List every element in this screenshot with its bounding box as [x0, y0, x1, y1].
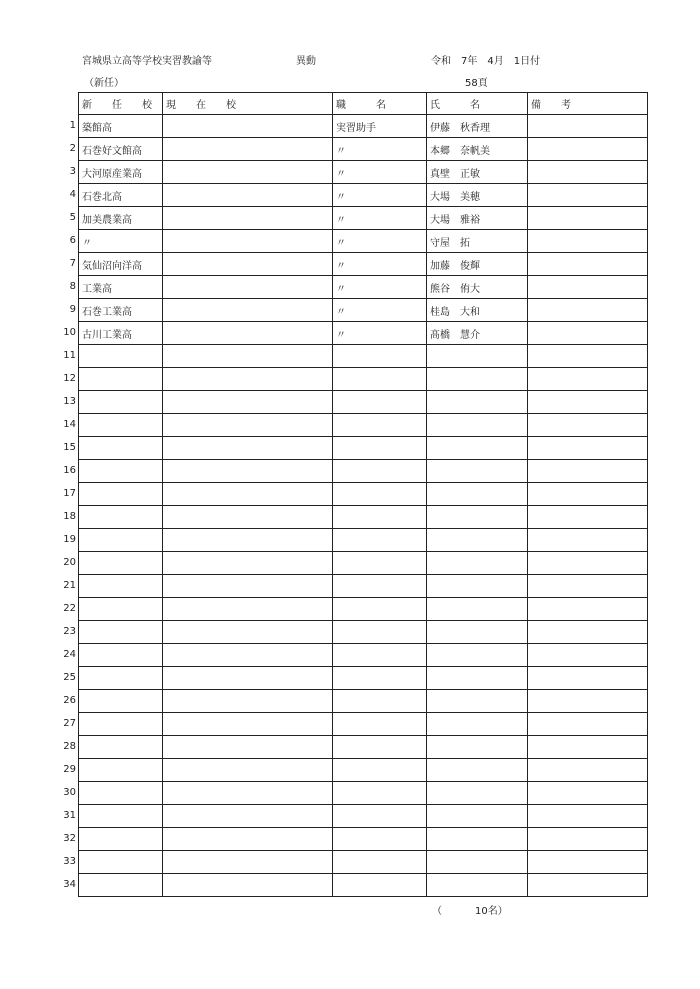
cell-note — [528, 506, 648, 529]
cell-note — [528, 851, 648, 874]
cell-current-school — [163, 851, 333, 874]
cell-name — [427, 437, 528, 460]
table-row — [79, 782, 648, 805]
cell-name — [427, 552, 528, 575]
row-number: 15 — [63, 442, 76, 453]
cell-current-school — [163, 529, 333, 552]
cell-note — [528, 161, 648, 184]
cell-current-school — [163, 598, 333, 621]
header-category: 異動 — [296, 56, 316, 67]
row-number: 11 — [63, 350, 76, 361]
cell-name — [427, 483, 528, 506]
cell-new-school — [79, 874, 163, 897]
cell-note — [528, 391, 648, 414]
cell-new-school — [79, 690, 163, 713]
cell-new-school — [79, 828, 163, 851]
cell-note — [528, 713, 648, 736]
row-number: 7 — [69, 258, 76, 269]
cell-new-school — [79, 667, 163, 690]
cell-current-school — [163, 230, 333, 253]
cell-name — [427, 598, 528, 621]
cell-current-school — [163, 575, 333, 598]
table-row — [79, 874, 648, 897]
cell-note — [528, 299, 648, 322]
cell-current-school — [163, 828, 333, 851]
table-row — [79, 437, 648, 460]
cell-note — [528, 598, 648, 621]
cell-current-school — [163, 322, 333, 345]
cell-note — [528, 276, 648, 299]
cell-name: 大場 美穂 — [427, 184, 528, 207]
cell-position — [333, 782, 427, 805]
cell-new-school — [79, 368, 163, 391]
table-row — [79, 690, 648, 713]
cell-name — [427, 759, 528, 782]
cell-position: 〃 — [333, 253, 427, 276]
cell-new-school — [79, 437, 163, 460]
cell-new-school: 石巻好文館高 — [79, 138, 163, 161]
footer-count: 10名） — [475, 906, 508, 917]
cell-position: 〃 — [333, 161, 427, 184]
row-number: 10 — [63, 327, 76, 338]
cell-new-school — [79, 621, 163, 644]
cell-note — [528, 414, 648, 437]
cell-note — [528, 115, 648, 138]
cell-position: 〃 — [333, 322, 427, 345]
footer-count-open: （ — [432, 906, 442, 917]
row-number: 13 — [63, 396, 76, 407]
cell-new-school: 石巻北高 — [79, 184, 163, 207]
cell-position: 〃 — [333, 207, 427, 230]
cell-note — [528, 437, 648, 460]
cell-new-school — [79, 483, 163, 506]
roster-table — [78, 92, 648, 897]
row-number: 22 — [63, 603, 76, 614]
table-row — [79, 414, 648, 437]
cell-new-school: 工業高 — [79, 276, 163, 299]
cell-position — [333, 644, 427, 667]
table-row — [79, 368, 648, 391]
cell-name — [427, 828, 528, 851]
row-number: 5 — [69, 212, 76, 223]
table-row — [79, 253, 648, 276]
cell-new-school: 古川工業高 — [79, 322, 163, 345]
cell-name: 髙橋 慧介 — [427, 322, 528, 345]
table-row — [79, 759, 648, 782]
row-number: 14 — [63, 419, 76, 430]
cell-position — [333, 483, 427, 506]
cell-position — [333, 414, 427, 437]
table-row — [79, 207, 648, 230]
cell-note — [528, 138, 648, 161]
table-row — [79, 529, 648, 552]
cell-current-school — [163, 138, 333, 161]
cell-note — [528, 253, 648, 276]
cell-note — [528, 552, 648, 575]
cell-current-school — [163, 161, 333, 184]
cell-note — [528, 736, 648, 759]
cell-note — [528, 805, 648, 828]
cell-position — [333, 529, 427, 552]
cell-position: 〃 — [333, 230, 427, 253]
row-number: 8 — [69, 281, 76, 292]
cell-current-school — [163, 414, 333, 437]
cell-new-school — [79, 736, 163, 759]
row-number: 23 — [63, 626, 76, 637]
row-number: 9 — [69, 304, 76, 315]
table-row — [79, 667, 648, 690]
table-row — [79, 851, 648, 874]
cell-new-school: 気仙沼向洋高 — [79, 253, 163, 276]
table-row — [79, 138, 648, 161]
cell-current-school — [163, 460, 333, 483]
col-header-name: 氏 名 — [427, 93, 528, 115]
table-row — [79, 322, 648, 345]
cell-new-school — [79, 391, 163, 414]
row-number: 33 — [63, 856, 76, 867]
cell-position — [333, 391, 427, 414]
cell-name — [427, 414, 528, 437]
cell-current-school — [163, 345, 333, 368]
col-header-position: 職 名 — [333, 93, 427, 115]
row-number: 18 — [63, 511, 76, 522]
row-number: 21 — [63, 580, 76, 591]
cell-note — [528, 759, 648, 782]
cell-position: 〃 — [333, 299, 427, 322]
cell-current-school — [163, 437, 333, 460]
cell-current-school — [163, 782, 333, 805]
cell-current-school — [163, 759, 333, 782]
cell-name — [427, 805, 528, 828]
row-number: 17 — [63, 488, 76, 499]
col-header-new-school: 新 任 校 — [79, 93, 163, 115]
cell-position — [333, 460, 427, 483]
col-header-current-school: 現 在 校 — [163, 93, 333, 115]
cell-current-school — [163, 805, 333, 828]
cell-name: 守屋 拓 — [427, 230, 528, 253]
cell-new-school: 石巻工業高 — [79, 299, 163, 322]
cell-new-school — [79, 414, 163, 437]
cell-position — [333, 345, 427, 368]
cell-new-school: 築館高 — [79, 115, 163, 138]
cell-position — [333, 506, 427, 529]
cell-position — [333, 621, 427, 644]
cell-name: 真壁 正敏 — [427, 161, 528, 184]
row-number: 28 — [63, 741, 76, 752]
cell-note — [528, 828, 648, 851]
cell-new-school — [79, 759, 163, 782]
cell-note — [528, 621, 648, 644]
table-row — [79, 276, 648, 299]
row-number: 34 — [63, 879, 76, 890]
cell-position — [333, 368, 427, 391]
cell-name — [427, 529, 528, 552]
cell-new-school — [79, 851, 163, 874]
cell-position — [333, 667, 427, 690]
cell-name — [427, 690, 528, 713]
table-row — [79, 805, 648, 828]
cell-name — [427, 575, 528, 598]
table-row — [79, 460, 648, 483]
table-row — [79, 828, 648, 851]
cell-position — [333, 736, 427, 759]
cell-new-school — [79, 506, 163, 529]
cell-current-school — [163, 368, 333, 391]
table-row — [79, 506, 648, 529]
cell-position — [333, 552, 427, 575]
cell-new-school: 加美農業高 — [79, 207, 163, 230]
cell-new-school — [79, 345, 163, 368]
table-row — [79, 184, 648, 207]
cell-position: 〃 — [333, 276, 427, 299]
cell-current-school — [163, 253, 333, 276]
cell-note — [528, 368, 648, 391]
cell-name — [427, 391, 528, 414]
table-row — [79, 230, 648, 253]
table-row — [79, 391, 648, 414]
cell-current-school — [163, 667, 333, 690]
table-row — [79, 736, 648, 759]
cell-position: 実習助手 — [333, 115, 427, 138]
table-row — [79, 115, 648, 138]
cell-position — [333, 575, 427, 598]
cell-note — [528, 529, 648, 552]
cell-name — [427, 874, 528, 897]
cell-name: 桂島 大和 — [427, 299, 528, 322]
cell-new-school — [79, 460, 163, 483]
table-row — [79, 621, 648, 644]
cell-name — [427, 782, 528, 805]
cell-name — [427, 644, 528, 667]
cell-current-school — [163, 207, 333, 230]
row-number: 32 — [63, 833, 76, 844]
cell-new-school — [79, 805, 163, 828]
cell-name — [427, 345, 528, 368]
header-dept: 宮城県立高等学校実習教諭等 — [82, 56, 212, 67]
cell-position — [333, 828, 427, 851]
row-number: 6 — [69, 235, 76, 246]
table-row — [79, 483, 648, 506]
cell-current-school — [163, 391, 333, 414]
cell-note — [528, 483, 648, 506]
row-number: 16 — [63, 465, 76, 476]
cell-name: 熊谷 侑大 — [427, 276, 528, 299]
cell-position — [333, 690, 427, 713]
cell-position — [333, 598, 427, 621]
cell-position — [333, 851, 427, 874]
cell-note — [528, 322, 648, 345]
table-row — [79, 345, 648, 368]
cell-position — [333, 874, 427, 897]
header-date: 令和 7年 4月 1日付 — [431, 56, 541, 67]
cell-current-school — [163, 690, 333, 713]
cell-note — [528, 575, 648, 598]
cell-current-school — [163, 736, 333, 759]
cell-current-school — [163, 115, 333, 138]
row-number: 20 — [63, 557, 76, 568]
cell-new-school — [79, 782, 163, 805]
header-subtitle: （新任） — [84, 78, 124, 89]
table-row — [79, 299, 648, 322]
row-number: 12 — [63, 373, 76, 384]
cell-current-school — [163, 483, 333, 506]
cell-new-school: 〃 — [79, 230, 163, 253]
table-header-row — [79, 93, 648, 115]
cell-note — [528, 230, 648, 253]
row-number: 31 — [63, 810, 76, 821]
table-row — [79, 575, 648, 598]
cell-name — [427, 851, 528, 874]
cell-current-school — [163, 874, 333, 897]
cell-position — [333, 759, 427, 782]
table-row — [79, 552, 648, 575]
cell-name: 加藤 俊輝 — [427, 253, 528, 276]
cell-position — [333, 437, 427, 460]
table-row — [79, 713, 648, 736]
table-row — [79, 644, 648, 667]
cell-name — [427, 506, 528, 529]
row-number: 2 — [69, 143, 76, 154]
row-number: 30 — [63, 787, 76, 798]
row-number: 24 — [63, 649, 76, 660]
cell-name: 伊藤 秋香理 — [427, 115, 528, 138]
cell-current-school — [163, 184, 333, 207]
cell-name — [427, 460, 528, 483]
table-row — [79, 598, 648, 621]
cell-new-school — [79, 713, 163, 736]
cell-current-school — [163, 299, 333, 322]
cell-position: 〃 — [333, 138, 427, 161]
cell-new-school — [79, 644, 163, 667]
cell-name — [427, 667, 528, 690]
cell-current-school — [163, 713, 333, 736]
cell-current-school — [163, 506, 333, 529]
cell-current-school — [163, 552, 333, 575]
cell-name — [427, 713, 528, 736]
cell-current-school — [163, 276, 333, 299]
cell-note — [528, 690, 648, 713]
cell-note — [528, 207, 648, 230]
cell-new-school — [79, 552, 163, 575]
row-number: 29 — [63, 764, 76, 775]
cell-current-school — [163, 644, 333, 667]
cell-note — [528, 345, 648, 368]
cell-new-school — [79, 529, 163, 552]
cell-name: 大場 雅裕 — [427, 207, 528, 230]
cell-name — [427, 736, 528, 759]
cell-name — [427, 621, 528, 644]
row-number: 1 — [69, 120, 76, 131]
cell-position: 〃 — [333, 184, 427, 207]
cell-new-school — [79, 598, 163, 621]
row-number: 26 — [63, 695, 76, 706]
cell-name: 本郷 奈帆美 — [427, 138, 528, 161]
col-header-note: 備 考 — [528, 93, 648, 115]
cell-note — [528, 667, 648, 690]
cell-name — [427, 368, 528, 391]
row-number: 25 — [63, 672, 76, 683]
page-number: 58頁 — [465, 78, 488, 89]
table-row — [79, 161, 648, 184]
row-number: 19 — [63, 534, 76, 545]
cell-note — [528, 782, 648, 805]
cell-position — [333, 713, 427, 736]
cell-current-school — [163, 621, 333, 644]
cell-position — [333, 805, 427, 828]
cell-new-school — [79, 575, 163, 598]
row-number: 27 — [63, 718, 76, 729]
cell-note — [528, 184, 648, 207]
cell-note — [528, 874, 648, 897]
cell-note — [528, 644, 648, 667]
cell-new-school: 大河原産業高 — [79, 161, 163, 184]
row-number: 3 — [69, 166, 76, 177]
row-number: 4 — [69, 189, 76, 200]
cell-note — [528, 460, 648, 483]
